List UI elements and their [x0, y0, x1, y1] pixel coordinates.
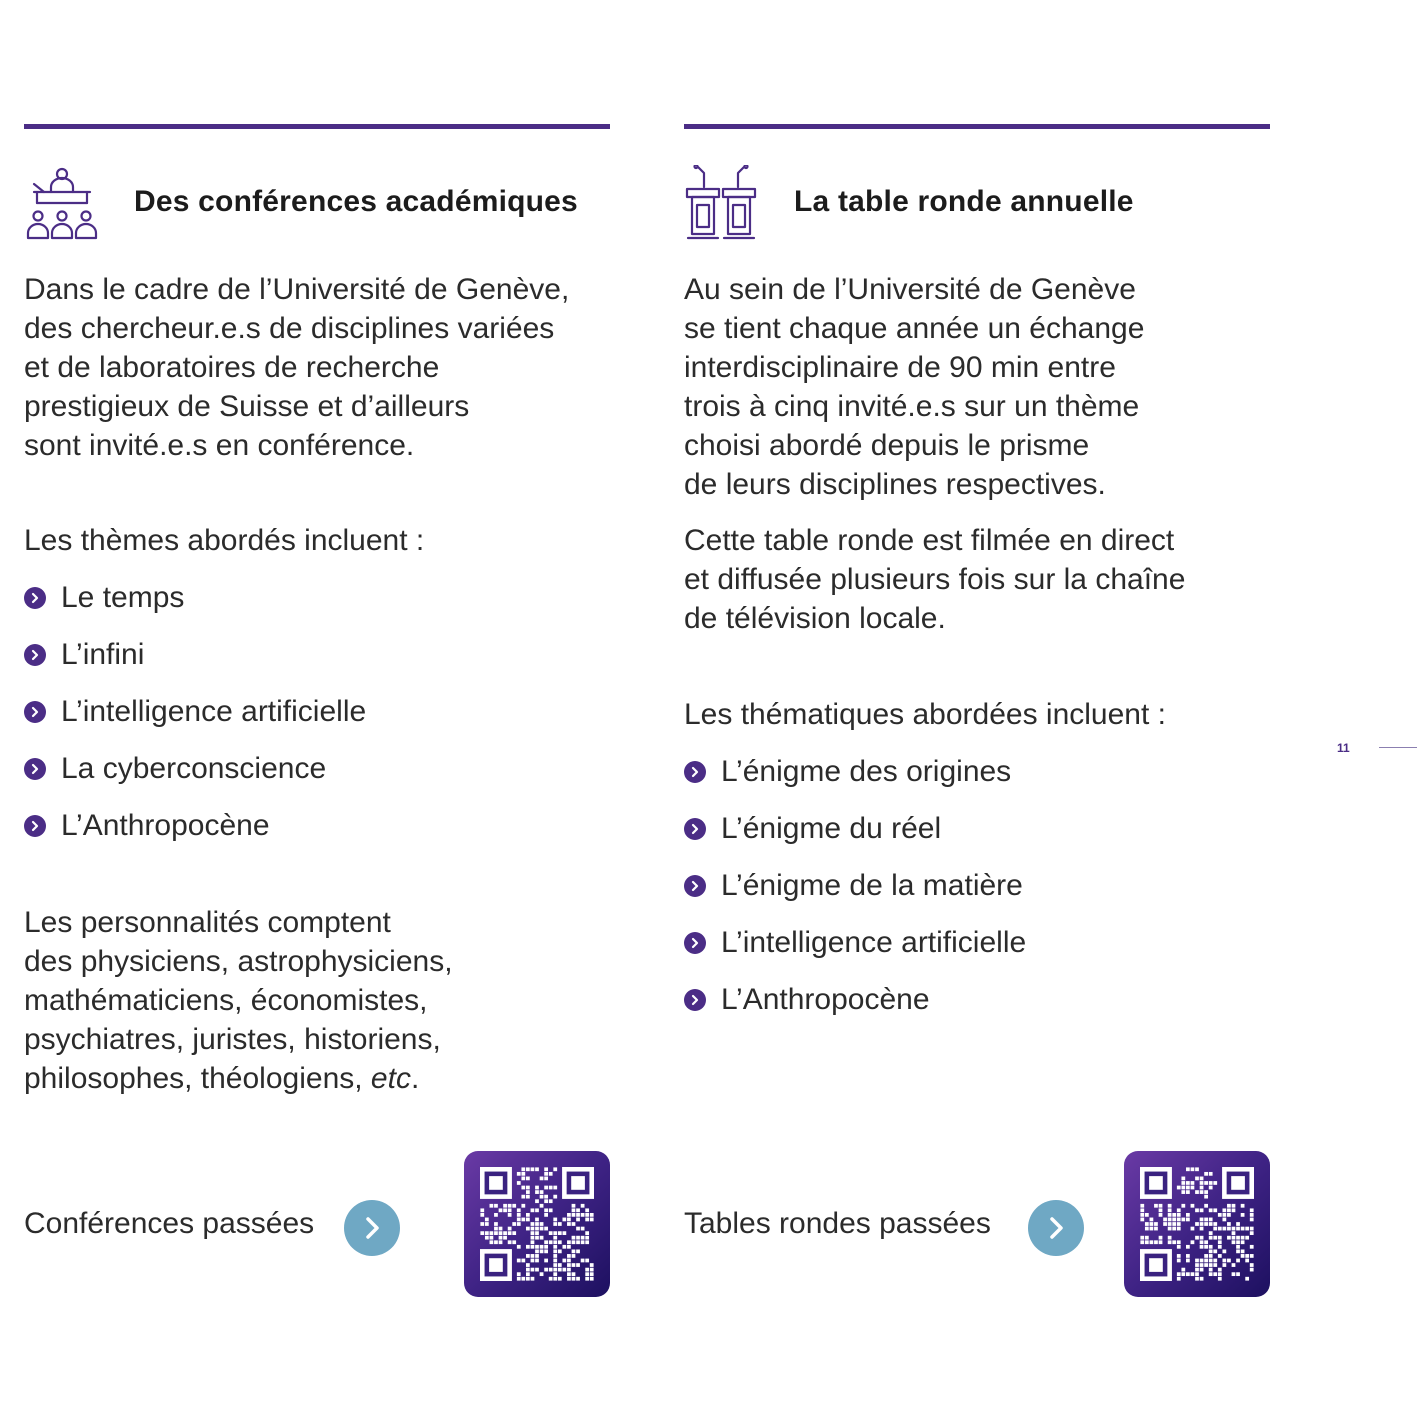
list-item-label: L’énigme de la matière — [721, 869, 1023, 902]
personalities-etc: etc — [370, 1062, 411, 1095]
column-round-table — [684, 0, 1270, 1417]
list-item-label: L’Anthropocène — [721, 983, 930, 1016]
chevron-bullet-icon — [684, 989, 706, 1011]
list-item-label: La cyberconscience — [61, 752, 327, 785]
qr-code-icon[interactable] — [1124, 1151, 1270, 1297]
chevron-bullet-icon — [24, 701, 46, 723]
chevron-bullet-icon — [684, 875, 706, 897]
list-item-label: L’énigme des origines — [721, 755, 1012, 788]
list-item — [24, 809, 366, 866]
section-title: La table ronde annuelle — [794, 185, 1134, 218]
chevron-right-icon[interactable] — [1028, 1200, 1084, 1256]
intro-paragraph: Dans le cadre de l’Université de Genève, des chercheur.e.s de disciplines variées et de laboratoires de recherche prestigieux de Suisse et d’ailleurs sont invité.e.s en conférence. — [24, 273, 570, 462]
list-item-label: Le temps — [61, 581, 185, 614]
section-divider — [24, 124, 610, 129]
list-item — [24, 752, 366, 809]
section-title: Des conférences académiques — [134, 185, 578, 218]
list-item — [684, 926, 1026, 983]
personalities-text: Les personnalités comptent des physiciens, astrophysiciens, mathématiciens, économistes, psychiatres, juristes, historiens, philosophes, théologiens, — [24, 906, 453, 1095]
list-item-label: L’infini — [61, 638, 145, 671]
list-item — [684, 869, 1026, 926]
chevron-bullet-icon — [684, 818, 706, 840]
list-item — [24, 638, 366, 695]
list-item — [24, 581, 366, 638]
intro-paragraph: Au sein de l’Université de Genève se tient chaque année un échange interdisciplinaire de 90 min entre trois à cinq invité.e.s sur un thème choisi abordé depuis le prisme de leurs disciplines respectives. — [684, 273, 1145, 501]
column-conferences — [24, 0, 610, 1417]
chevron-bullet-icon — [24, 815, 46, 837]
list-item-label: L’intelligence artificielle — [61, 695, 367, 728]
themes-intro: Les thèmes abordés incluent : — [24, 524, 425, 557]
chevron-bullet-icon — [24, 587, 46, 609]
chevron-bullet-icon — [684, 932, 706, 954]
page-number-line — [1379, 747, 1417, 748]
chevron-bullet-icon — [684, 761, 706, 783]
link-label[interactable]: Conférences passées — [24, 1207, 315, 1240]
list-item — [684, 983, 1026, 1040]
personalities-period: . — [410, 1062, 420, 1095]
lecture-audience-icon — [24, 165, 100, 241]
twin-podiums-icon — [684, 165, 760, 241]
personalities-paragraph — [24, 903, 453, 1098]
qr-code-icon[interactable] — [464, 1151, 610, 1297]
themes-intro: Les thématiques abordées incluent : — [684, 698, 1166, 731]
chevron-bullet-icon — [24, 758, 46, 780]
broadcast-paragraph: Cette table ronde est filmée en direct et diffusée plusieurs fois sur la chaîne de télévision locale. — [684, 524, 1186, 635]
themes-list — [24, 581, 366, 866]
themes-list — [684, 755, 1026, 1040]
list-item — [684, 755, 1026, 812]
section-divider — [684, 124, 1270, 129]
list-item-label: L’intelligence artificielle — [721, 926, 1027, 959]
list-item-label: L’énigme du réel — [721, 812, 942, 845]
chevron-right-icon[interactable] — [344, 1200, 400, 1256]
list-item — [684, 812, 1026, 869]
link-label[interactable]: Tables rondes passées — [684, 1207, 991, 1240]
page-number: 11 — [1337, 741, 1350, 755]
chevron-bullet-icon — [24, 644, 46, 666]
list-item — [24, 695, 366, 752]
list-item-label: L’Anthropocène — [61, 809, 270, 842]
